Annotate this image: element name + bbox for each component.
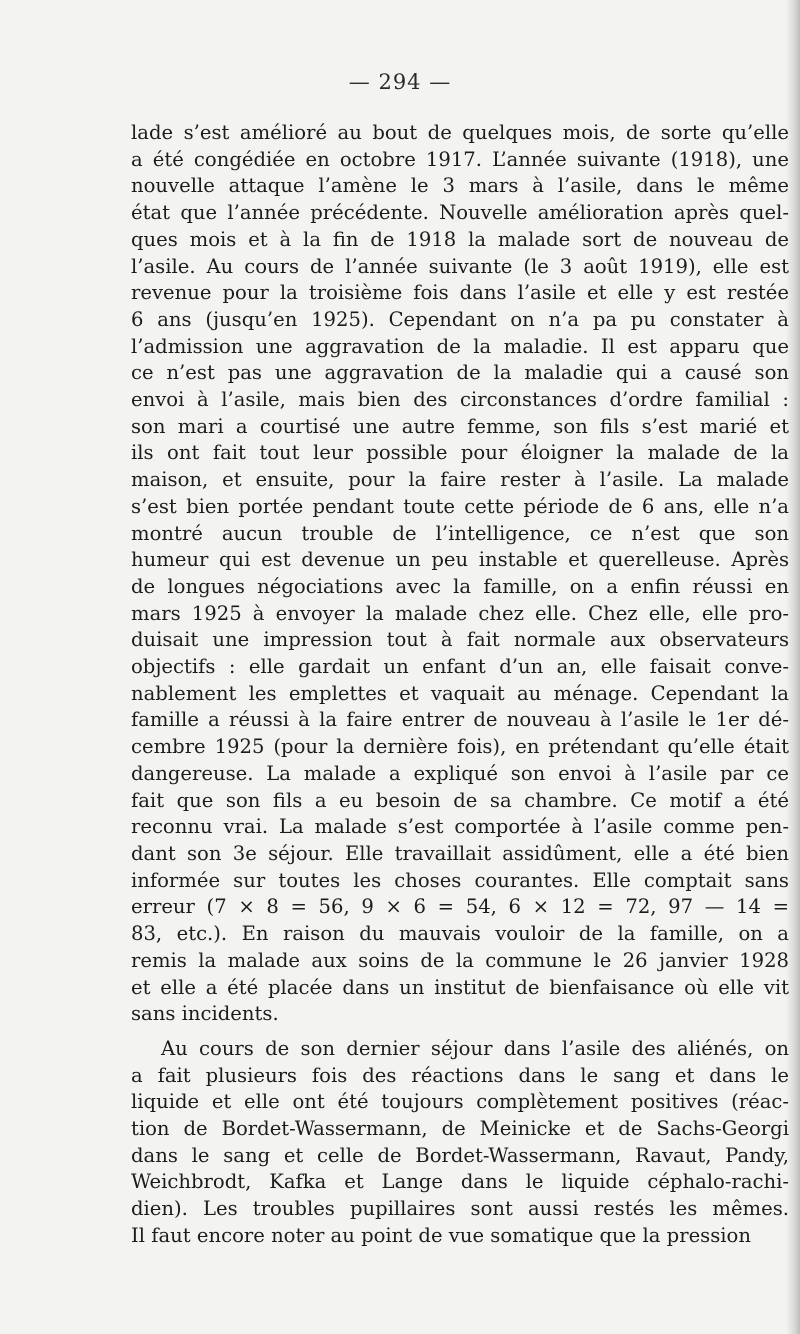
text-line: de longues négociations avec la famille, on a enfin réussi en — [131, 574, 789, 598]
text-line: Au cours de son dernier séjour dans l’asile des aliénés, on — [161, 1036, 789, 1060]
text-line: sans incidents. — [131, 1002, 279, 1026]
text-line: mars 1925 à envoyer la malade chez elle. Chez elle, elle pro- — [131, 601, 789, 625]
text-line: s’est bien portée pendant toute cette période de 6 ans, elle n’a — [131, 494, 789, 518]
text-line: informée sur toutes les choses courantes. Elle comptait sans — [131, 868, 789, 892]
body-text — [131, 120, 789, 1250]
text-line: son mari a courtisé une autre femme, son fils s’est marié et — [131, 414, 789, 438]
text-line: 83, etc.). En raison du mauvais vouloir de la famille, on a — [131, 922, 789, 946]
text-line: et elle a été placée dans un institut de bienfaisance où elle vit — [131, 975, 789, 999]
text-line: ques mois et à la fin de 1918 la malade sort de nouveau de — [131, 227, 789, 251]
paragraph-1 — [131, 120, 789, 1028]
text-line: revenue pour la troisième fois dans l’asile et elle y est restée — [131, 281, 789, 305]
text-line: ils ont fait tout leur possible pour éloigner la malade de la — [131, 441, 789, 465]
text-line: dant son 3e séjour. Elle travaillait assidûment, elle a été bien — [131, 841, 789, 865]
text-line: dans le sang et celle de Bordet-Wassermann, Ravaut, Pandy, — [131, 1143, 789, 1167]
text-line: état que l’année précédente. Nouvelle amélioration après quel- — [131, 201, 789, 225]
text-line: a été congédiée en octobre 1917. L’année suivante (1918), une — [131, 147, 789, 171]
text-line: cembre 1925 (pour la dernière fois), en prétendant qu’elle était — [131, 735, 789, 759]
text-line: ce n’est pas une aggravation de la maladie qui a causé son — [131, 361, 789, 385]
text-line: dien). Les troubles pupillaires sont aussi restés les mêmes. — [131, 1197, 789, 1221]
text-line: 6 ans (jusqu’en 1925). Cependant on n’a pa pu constater à — [131, 307, 789, 331]
text-line: fait que son fils a eu besoin de sa chambre. Ce motif a été — [131, 788, 789, 812]
text-line: maison, et ensuite, pour la faire rester à l’asile. La malade — [131, 468, 789, 492]
text-line: objectifs : elle gardait un enfant d’un an, elle faisait conve- — [131, 655, 789, 679]
text-line: nouvelle attaque l’amène le 3 mars à l’asile, dans le même — [131, 174, 789, 198]
text-line: remis la malade aux soins de la commune le 26 janvier 1928 — [131, 948, 789, 972]
text-line: liquide et elle ont été toujours complètement positives (réac- — [131, 1090, 789, 1114]
text-line: lade s’est amélioré au bout de quelques mois, de sorte qu’elle — [131, 121, 789, 144]
page-number: — 294 — — [348, 70, 452, 94]
text-line: famille a réussi à la faire entrer de nouveau à l’asile le 1er dé- — [131, 708, 789, 732]
text-line: nablement les emplettes et vaquait au ménage. Cependant la — [131, 681, 789, 705]
text-line: montré aucun trouble de l’intelligence, ce n’est que son — [131, 521, 789, 545]
text-line: erreur (7 × 8 = 56, 9 × 6 = 54, 6 × 12 = 72, 97 — 14 = — [131, 895, 789, 919]
text-line: l’admission une aggravation de la maladie. Il est apparu que — [131, 334, 789, 358]
text-line: tion de Bordet-Wassermann, de Meinicke et de Sachs-Georgi — [131, 1117, 789, 1141]
text-line: duisait une impression tout à fait normale aux observateurs — [131, 628, 789, 652]
text-line: a fait plusieurs fois des réactions dans le sang et dans le — [131, 1063, 789, 1087]
text-line: Weichbrodt, Kafka et Lange dans le liquide céphalo-rachi- — [131, 1170, 789, 1194]
text-line: Il faut encore noter au point de vue somatique que la pression — [131, 1223, 751, 1247]
text-line: dangereuse. La malade a expliqué son envoi à l’asile par ce — [131, 761, 789, 785]
text-line: humeur qui est devenue un peu instable et querelleuse. Après — [131, 548, 789, 572]
text-line: reconnu vrai. La malade s’est comportée à l’asile comme pen- — [131, 815, 789, 839]
paragraph-2 — [131, 1036, 789, 1250]
text-line: l’asile. Au cours de l’année suivante (le 3 août 1919), elle est — [131, 254, 789, 278]
text-line: envoi à l’asile, mais bien des circonstances d’ordre familial : — [131, 388, 789, 412]
